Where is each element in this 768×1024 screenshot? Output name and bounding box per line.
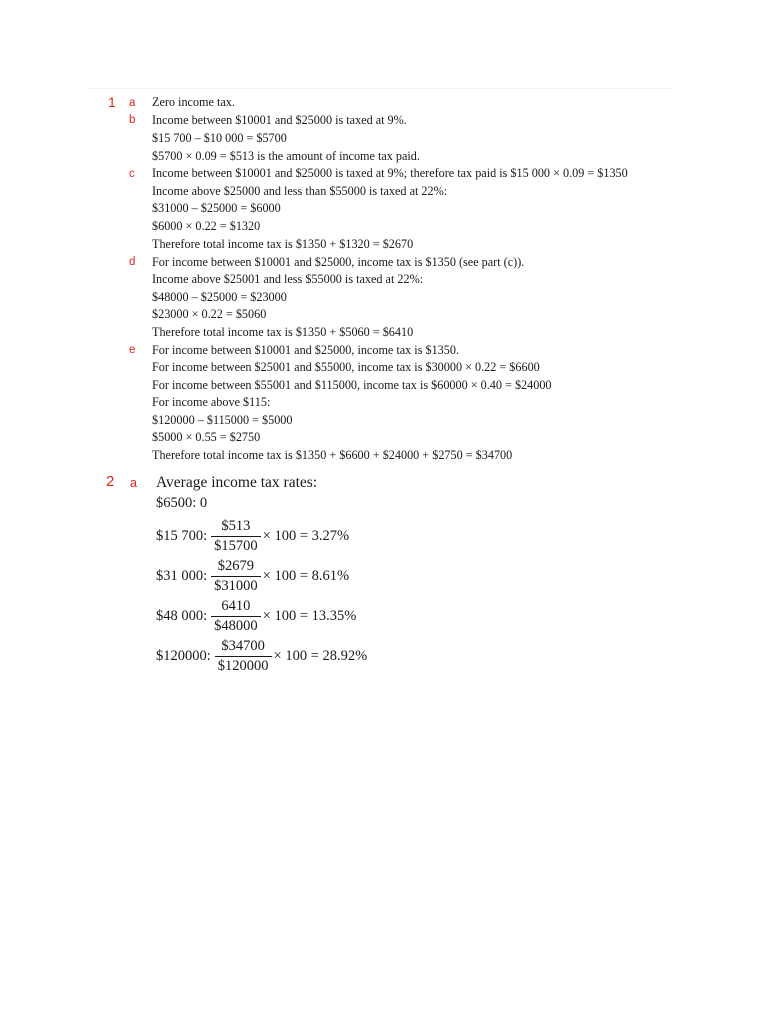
part-1e-line: For income between $55001 and $115000, income tax is $60000 × 0.40 = $24000: [152, 378, 552, 392]
part-1b-line: Income between $10001 and $25000 is taxed at 9%.: [152, 113, 407, 127]
part-2a-label: a: [130, 476, 137, 490]
income-label: $48 000:: [156, 608, 208, 624]
part-1c-label: c: [129, 168, 135, 180]
part-1c-line: $31000 – $25000 = $6000: [152, 201, 281, 215]
part-1c-line: Income above $25000 and less than $55000 is taxed at 22%:: [152, 184, 448, 198]
fraction-numerator: $2679: [217, 558, 255, 574]
part-2a-heading: Average income tax rates:: [156, 474, 318, 491]
part-1e-line: $120000 – $115000 = $5000: [152, 413, 293, 427]
part-1d-line: $23000 × 0.22 = $5060: [152, 307, 267, 321]
fraction-denominator: $48000: [211, 616, 261, 635]
rate-calculation: [156, 558, 349, 595]
part-1a-line: Zero income tax.: [152, 95, 235, 109]
part-1e-line: For income between $25001 and $55000, income tax is $30000 × 0.22 = $6600: [152, 360, 540, 374]
rate-calculation: [156, 598, 356, 635]
fraction: [211, 598, 261, 635]
fraction: [211, 518, 261, 555]
income-label: $31 000:: [156, 568, 208, 584]
income-label: $15 700:: [156, 528, 208, 544]
rate-result: × 100 = 8.61%: [262, 568, 350, 584]
fraction: [215, 638, 272, 675]
question-2-number: 2: [106, 473, 115, 490]
part-1e-line: Therefore total income tax is $1350 + $6600 + $24000 + $2750 = $34700: [152, 448, 513, 462]
part-1e-line: $5000 × 0.55 = $2750: [152, 430, 261, 444]
part-1e-line: For income between $10001 and $25000, income tax is $1350.: [152, 343, 460, 357]
part-1b-line: $5700 × 0.09 = $513 is the amount of income tax paid.: [152, 149, 420, 163]
part-1d-line: Income above $25001 and less $55000 is taxed at 22%:: [152, 272, 424, 286]
part-1c-line: $6000 × 0.22 = $1320: [152, 219, 261, 233]
part-1d-line: Therefore total income tax is $1350 + $5060 = $6410: [152, 325, 414, 339]
rate-calculation: [156, 518, 349, 555]
part-1c-line: Therefore total income tax is $1350 + $1320 = $2670: [152, 237, 414, 251]
rate-result: × 100 = 3.27%: [262, 528, 350, 544]
part-2a-first-line: $6500: 0: [156, 495, 208, 511]
part-1b-line: $15 700 – $10 000 = $5700: [152, 131, 287, 145]
fraction-denominator: $120000: [215, 656, 272, 675]
fraction-denominator: $15700: [211, 536, 261, 555]
part-1c-line: Income between $10001 and $25000 is taxed at 9%; therefore tax paid is $15 000 × 0.09 = $1350: [152, 166, 628, 180]
part-1e-line: For income above $115:: [152, 395, 271, 409]
top-divider: [90, 88, 670, 89]
fraction-numerator: $513: [221, 518, 251, 534]
rate-result: × 100 = 13.35%: [262, 608, 357, 624]
part-1b-label: b: [129, 114, 136, 126]
fraction-numerator: 6410: [221, 598, 251, 614]
part-1a-label: a: [129, 97, 136, 109]
part-1d-label: d: [129, 256, 136, 268]
part-1d-line: $48000 – $25000 = $23000: [152, 290, 287, 304]
part-1e-label: e: [129, 344, 136, 356]
income-label: $120000:: [156, 648, 211, 664]
fraction: [211, 558, 261, 595]
part-1d-line: For income between $10001 and $25000, income tax is $1350 (see part (c)).: [152, 255, 525, 269]
rate-calculation: [156, 638, 367, 675]
question-1-number: 1: [108, 94, 116, 110]
fraction-numerator: $34700: [221, 638, 265, 654]
rate-result: × 100 = 28.92%: [273, 648, 368, 664]
fraction-denominator: $31000: [211, 576, 261, 595]
